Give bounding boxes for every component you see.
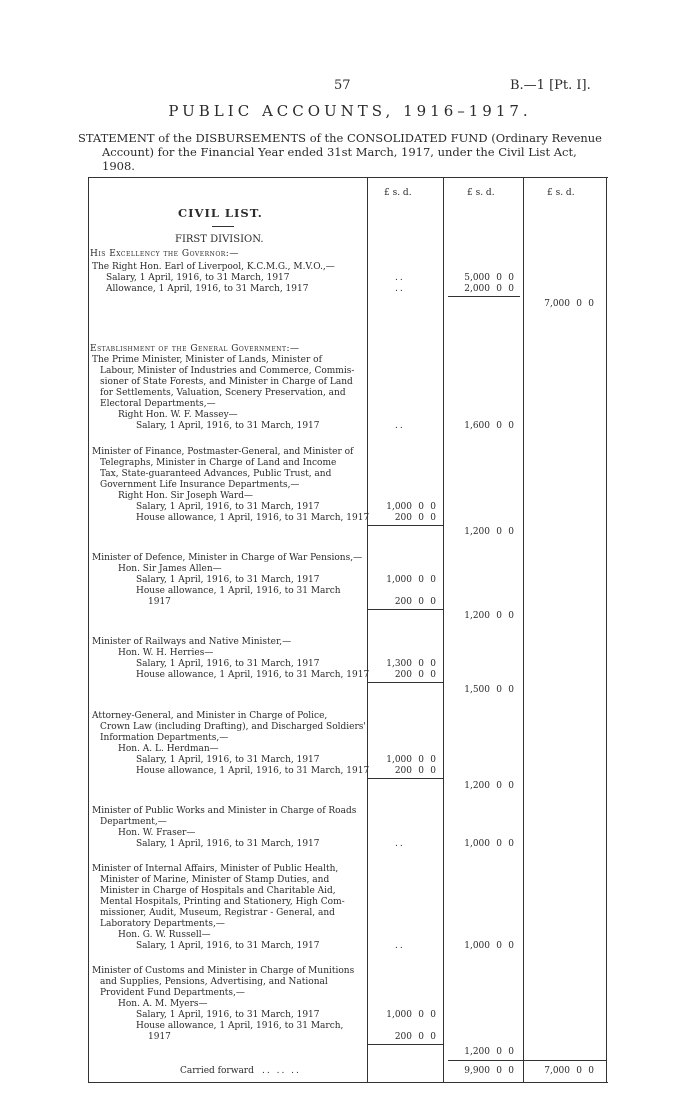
governor-total-amount: 7,000 0 0 bbox=[544, 299, 594, 309]
finance-desc-2: Telegraphs, Minister in Charge of Land and Income bbox=[100, 458, 337, 468]
finance-salary: Salary, 1 April, 1916, to 31 March, 1917 bbox=[136, 502, 320, 512]
subtotal-rule bbox=[368, 778, 443, 779]
internal-desc-4: Mental Hospitals, Printing and Stationery, High Com- bbox=[100, 897, 345, 907]
section-title: CIVIL LIST. bbox=[178, 206, 263, 220]
statement-line-2: Account) for the Financial Year ended 31st March, 1917, under the Civil List Act, bbox=[102, 145, 577, 159]
finance-desc-4: Government Life Insurance Departments,— bbox=[100, 480, 300, 490]
column-divider-2 bbox=[443, 177, 444, 1082]
page-number: 57 bbox=[334, 78, 351, 93]
attorney-person: Hon. A. L. Herdman— bbox=[118, 744, 219, 754]
pm-desc-3: sioner of State Forests, and Minister in Charge of Land bbox=[100, 377, 353, 387]
finance-person: Right Hon. Sir Joseph Ward— bbox=[118, 491, 253, 501]
customs-salary: Salary, 1 April, 1916, to 31 March, 1917 bbox=[136, 1010, 320, 1020]
internal-person: Hon. G. W. Russell— bbox=[118, 930, 211, 940]
internal-salary: Salary, 1 April, 1916, to 31 March, 1917 bbox=[136, 941, 320, 951]
attorney-house-amount: 200 0 0 bbox=[394, 766, 436, 776]
railways-salary: Salary, 1 April, 1916, to 31 March, 1917 bbox=[136, 659, 320, 669]
column-header-1: £ s. d. bbox=[384, 188, 412, 198]
pm-total-amount: 1,600 0 0 bbox=[464, 421, 514, 431]
pm-desc-4: for Settlements, Valuation, Scenery Preservation, and bbox=[100, 388, 346, 398]
internal-desc-5: missioner, Audit, Museum, Registrar - General, and bbox=[100, 908, 335, 918]
attorney-salary: Salary, 1 April, 1916, to 31 March, 1917 bbox=[136, 755, 320, 765]
pm-desc-1: The Prime Minister, Minister of Lands, Minister of bbox=[92, 355, 322, 365]
railways-person: Hon. W. H. Herries— bbox=[118, 648, 214, 658]
customs-desc-3: Provident Fund Departments,— bbox=[100, 988, 245, 998]
column-header-2: £ s. d. bbox=[467, 188, 495, 198]
customs-house-2: 1917 bbox=[148, 1032, 171, 1042]
railways-total-amount: 1,500 0 0 bbox=[464, 685, 514, 695]
statement-heading bbox=[78, 131, 618, 173]
page-title: PUBLIC ACCOUNTS, 1916–1917. bbox=[168, 102, 532, 120]
establishment-heading: Establishment of the General Government:— bbox=[90, 344, 300, 354]
attorney-desc-1: Attorney-General, and Minister in Charge of Police, bbox=[92, 711, 328, 721]
column-header-3: £ s. d. bbox=[547, 188, 575, 198]
customs-total-amount: 1,200 0 0 bbox=[464, 1047, 514, 1057]
railways-house: House allowance, 1 April, 1916, to 31 March, 1917 bbox=[136, 670, 370, 680]
customs-house-1: House allowance, 1 April, 1916, to 31 March, bbox=[136, 1021, 344, 1031]
attorney-salary-amount: 1,000 0 0 bbox=[386, 755, 436, 765]
finance-house-amount: 200 0 0 bbox=[394, 513, 436, 523]
finance-desc-3: Tax, State-guaranteed Advances, Public Trust, and bbox=[100, 469, 332, 479]
attorney-desc-3: Information Departments,— bbox=[100, 733, 229, 743]
leader-dots: .. bbox=[395, 941, 405, 951]
leader-dots: .. bbox=[395, 421, 405, 431]
statement-line-1: STATEMENT of the DISBURSEMENTS of the CONSOLIDATED FUND (Ordinary Revenue bbox=[78, 131, 602, 145]
column-divider-1 bbox=[367, 177, 368, 1082]
works-total-amount: 1,000 0 0 bbox=[464, 839, 514, 849]
governor-heading: His Excellency the Governor:— bbox=[90, 249, 239, 259]
defence-salary: Salary, 1 April, 1916, to 31 March, 1917 bbox=[136, 575, 320, 585]
railways-desc: Minister of Railways and Native Minister,— bbox=[92, 637, 292, 647]
pm-person: Right Hon. W. F. Massey— bbox=[118, 410, 238, 420]
governor-allowance-amount: 2,000 0 0 bbox=[464, 284, 514, 294]
railways-salary-amount: 1,300 0 0 bbox=[386, 659, 436, 669]
internal-desc-1: Minister of Internal Affairs, Minister of Public Health, bbox=[92, 864, 339, 874]
document-reference: B.—1 [Pt. I]. bbox=[510, 78, 591, 93]
finance-house: House allowance, 1 April, 1916, to 31 March, 1917 bbox=[136, 513, 370, 523]
works-desc-1: Minister of Public Works and Minister in Charge of Roads bbox=[92, 806, 357, 816]
subtotal-rule bbox=[448, 296, 520, 297]
carried-forward-label: Carried forward bbox=[180, 1066, 254, 1076]
column-divider-3 bbox=[523, 177, 524, 1082]
defence-house-1: House allowance, 1 April, 1916, to 31 March bbox=[136, 586, 341, 596]
attorney-desc-2: Crown Law (including Drafting), and Discharged Soldiers' bbox=[100, 722, 366, 732]
finance-total-amount: 1,200 0 0 bbox=[464, 527, 514, 537]
subtotal-rule bbox=[368, 525, 443, 526]
governor-allowance: Allowance, 1 April, 1916, to 31 March, 1917 bbox=[106, 284, 309, 294]
carried-forward-col3: 7,000 0 0 bbox=[544, 1066, 594, 1076]
works-person: Hon. W. Fraser— bbox=[118, 828, 196, 838]
division-heading: FIRST DIVISION. bbox=[175, 234, 264, 245]
defence-house-amount: 200 0 0 bbox=[394, 597, 436, 607]
works-desc-2: Department,— bbox=[100, 817, 167, 827]
subtotal-rule bbox=[368, 682, 443, 683]
defence-desc: Minister of Defence, Minister in Charge of War Pensions,— bbox=[92, 553, 363, 563]
customs-house-amount: 200 0 0 bbox=[394, 1032, 436, 1042]
leader-dots: .. bbox=[395, 273, 405, 283]
defence-total-amount: 1,200 0 0 bbox=[464, 611, 514, 621]
title-dash bbox=[212, 226, 234, 227]
customs-desc-1: Minister of Customs and Minister in Charge of Munitions bbox=[92, 966, 355, 976]
customs-salary-amount: 1,000 0 0 bbox=[386, 1010, 436, 1020]
governor-salary: Salary, 1 April, 1916, to 31 March, 1917 bbox=[106, 273, 290, 283]
customs-person: Hon. A. M. Myers— bbox=[118, 999, 208, 1009]
table-right-rule bbox=[606, 177, 607, 1082]
finance-desc-1: Minister of Finance, Postmaster-General, and Minister of bbox=[92, 447, 354, 457]
railways-house-amount: 200 0 0 bbox=[394, 670, 436, 680]
finance-salary-amount: 1,000 0 0 bbox=[386, 502, 436, 512]
pm-salary: Salary, 1 April, 1916, to 31 March, 1917 bbox=[136, 421, 320, 431]
attorney-house: House allowance, 1 April, 1916, to 31 March, 1917 bbox=[136, 766, 370, 776]
table-left-rule bbox=[88, 177, 89, 1082]
table-top-rule bbox=[88, 177, 608, 178]
leader-dots: .. bbox=[395, 839, 405, 849]
governor-person: The Right Hon. Earl of Liverpool, K.C.M.G., M.V.O.,— bbox=[92, 262, 335, 272]
pm-desc-5: Electoral Departments,— bbox=[100, 399, 216, 409]
governor-salary-amount: 5,000 0 0 bbox=[464, 273, 514, 283]
table-bottom-rule bbox=[88, 1082, 608, 1083]
leader-dots: .. .. .. bbox=[262, 1066, 301, 1076]
statement-line-3: 1908. bbox=[102, 159, 135, 173]
carried-forward-rule bbox=[448, 1060, 606, 1061]
works-salary: Salary, 1 April, 1916, to 31 March, 1917 bbox=[136, 839, 320, 849]
pm-desc-2: Labour, Minister of Industries and Commerce, Commis- bbox=[100, 366, 355, 376]
defence-salary-amount: 1,000 0 0 bbox=[386, 575, 436, 585]
internal-desc-2: Minister of Marine, Minister of Stamp Duties, and bbox=[100, 875, 330, 885]
subtotal-rule bbox=[368, 609, 443, 610]
internal-desc-6: Laboratory Departments,— bbox=[100, 919, 225, 929]
leader-dots: .. bbox=[395, 284, 405, 294]
internal-total-amount: 1,000 0 0 bbox=[464, 941, 514, 951]
internal-desc-3: Minister in Charge of Hospitals and Charitable Aid, bbox=[100, 886, 336, 896]
customs-desc-2: and Supplies, Pensions, Advertising, and National bbox=[100, 977, 328, 987]
subtotal-rule bbox=[368, 1044, 443, 1045]
carried-forward-col2: 9,900 0 0 bbox=[464, 1066, 514, 1076]
attorney-total-amount: 1,200 0 0 bbox=[464, 781, 514, 791]
defence-person: Hon. Sir James Allen— bbox=[118, 564, 222, 574]
defence-house-2: 1917 bbox=[148, 597, 171, 607]
